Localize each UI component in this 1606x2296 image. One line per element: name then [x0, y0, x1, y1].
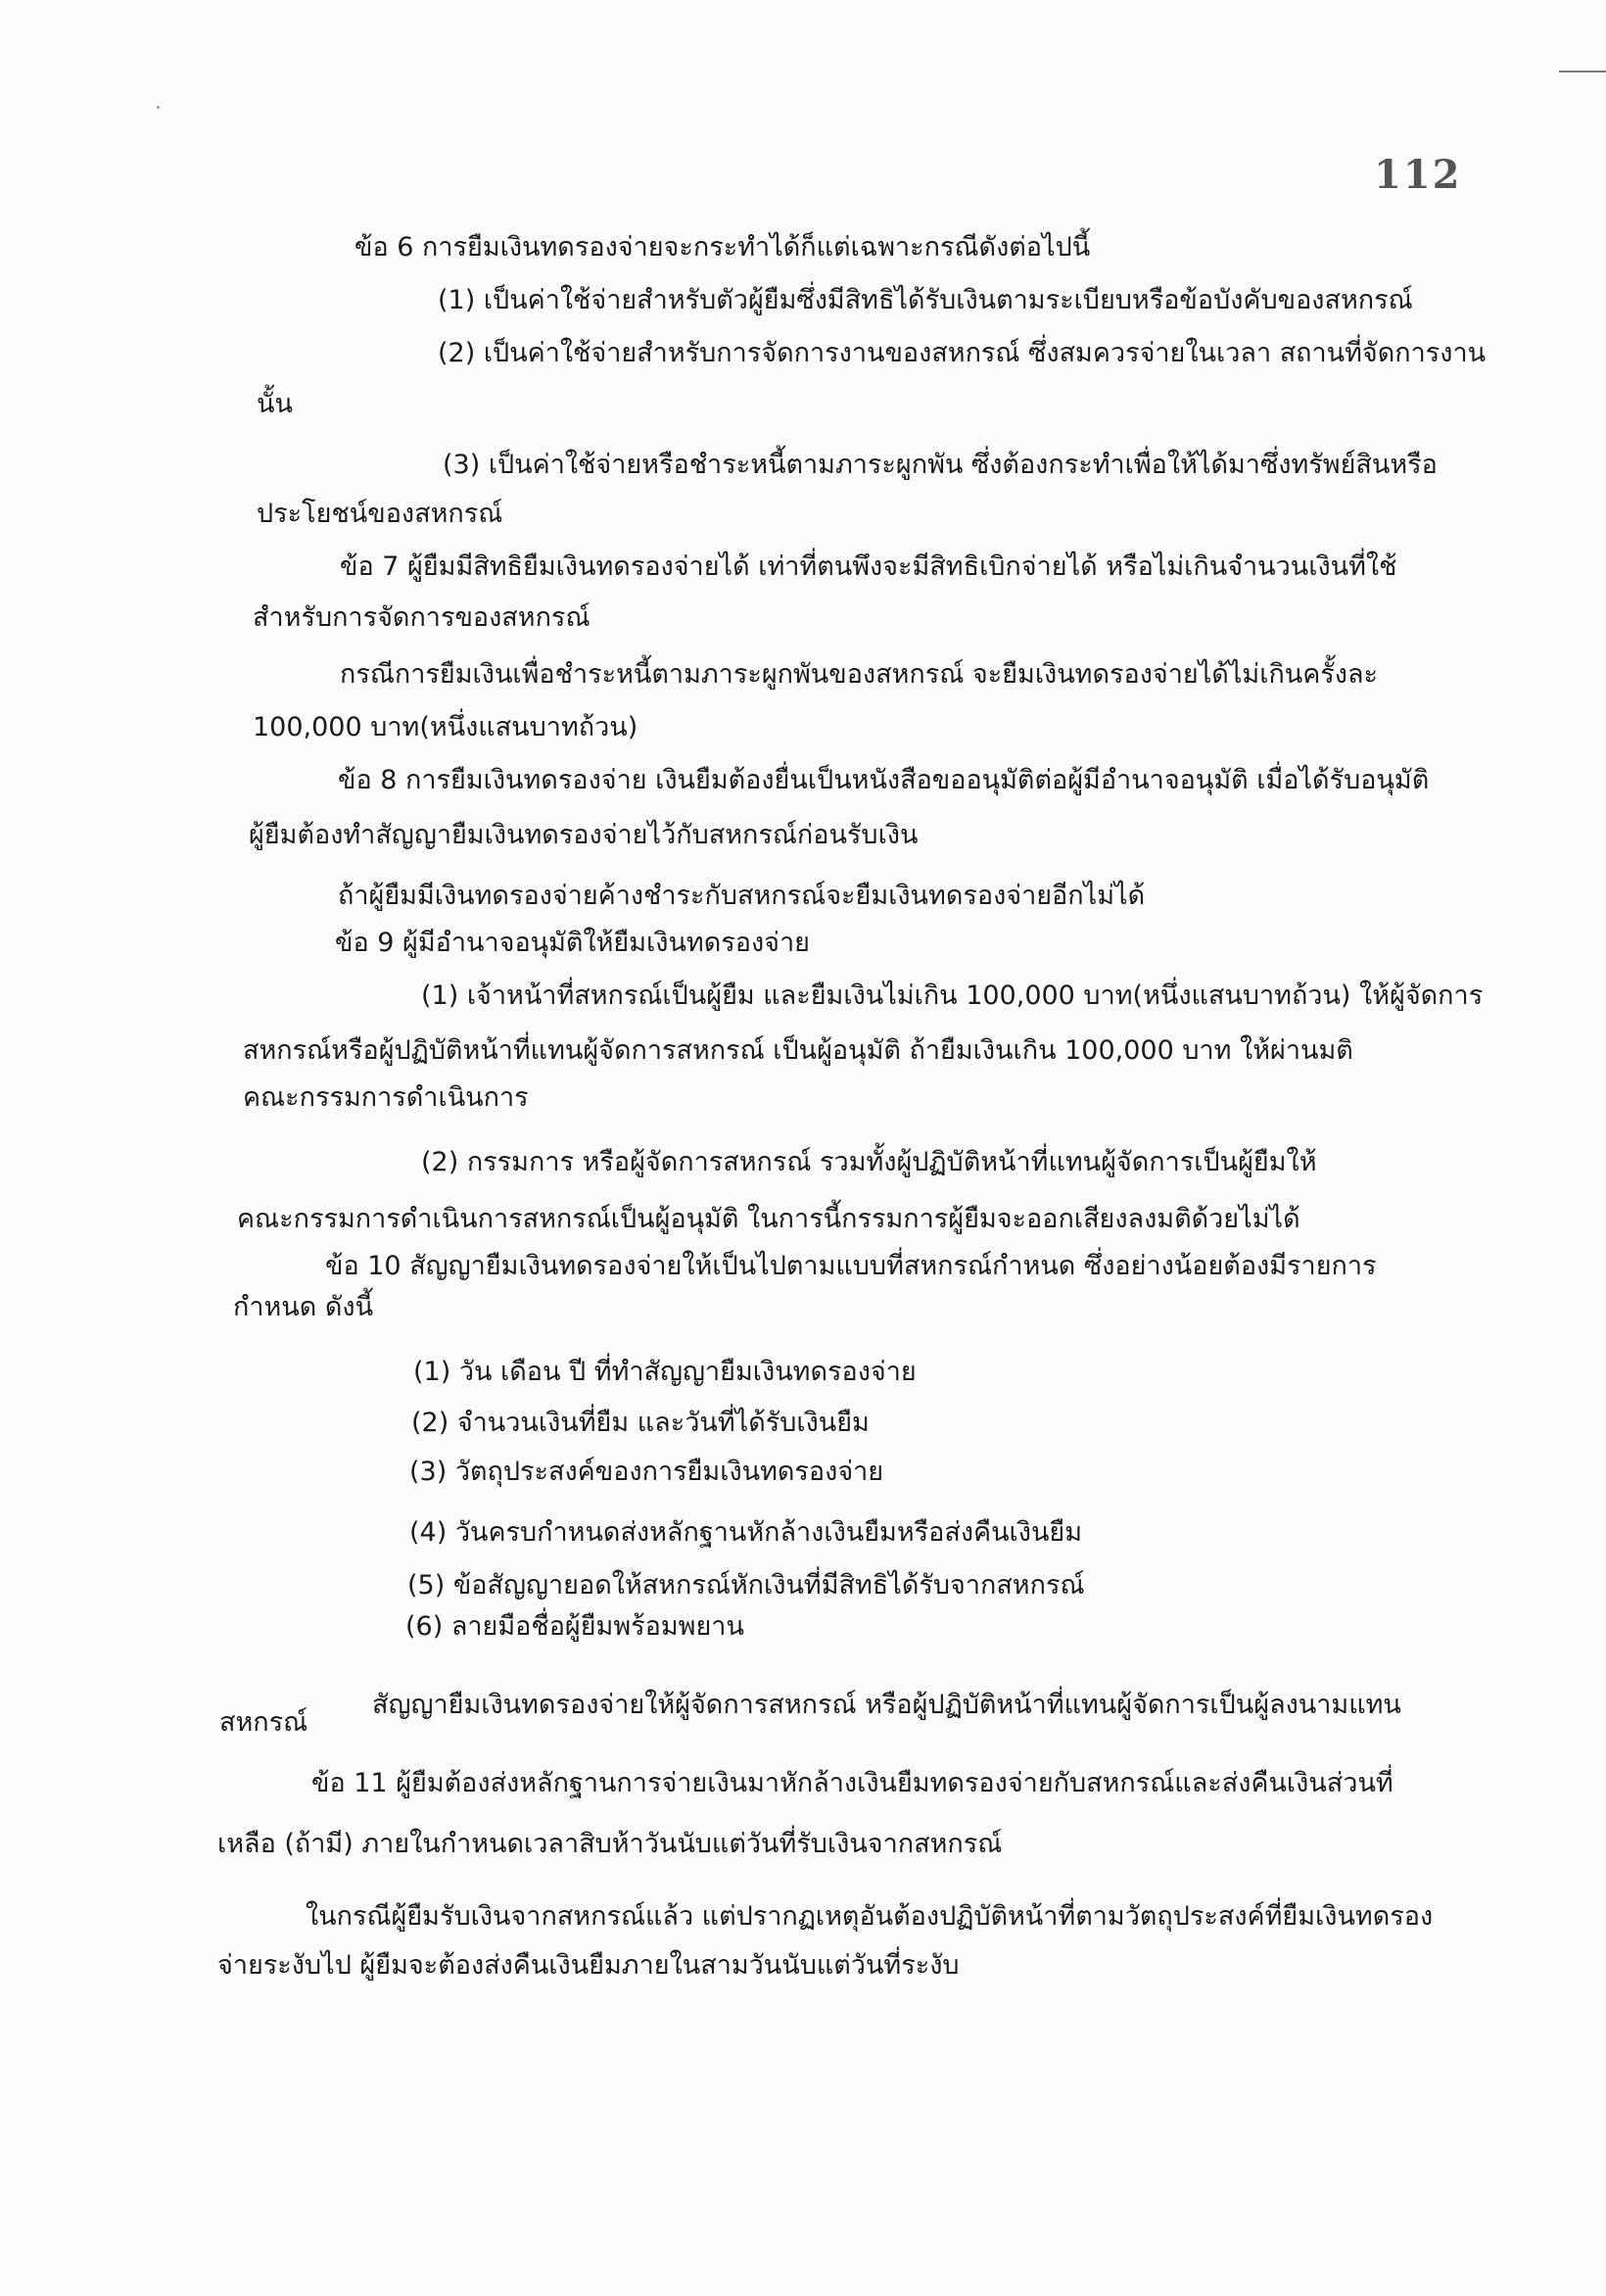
- clause-9-item-1: (1) เจ้าหน้าที่สหกรณ์เป็นผู้ยืม และยืมเงินไม่เกิน 100,000 บาท(หนึ่งแสนบาทถ้วน) ให้ผู้จัดการ: [421, 981, 1484, 1011]
- clause-6-item-1: (1) เป็นค่าใช้จ่ายสำหรับตัวผู้ยืมซึ่งมีสิทธิได้รับเงินตามระเบียบหรือข้อบังคับของสหกรณ์: [438, 285, 1413, 315]
- clause-9-item-1-cont-2: คณะกรรมการดำเนินการ: [243, 1082, 529, 1113]
- clause-10-item-6: (6) ลายมือชื่อผู้ยืมพร้อมพยาน: [405, 1611, 744, 1642]
- clause-8-cont: ผู้ยืมต้องทำสัญญายืมเงินทดรองจ่ายไว้กับสหกรณ์ก่อนรับเงิน: [249, 820, 919, 850]
- clause-11-paragraph-2: ในกรณีผู้ยืมรับเงินจากสหกรณ์แล้ว แต่ปรากฏเหตุอันต้องปฏิบัติหน้าที่ตามวัตถุประสงค์ที่ยืมเงินทดรอง: [306, 1901, 1434, 1932]
- clause-6-item-3: (3) เป็นค่าใช้จ่ายหรือชำระหนี้ตามภาระผูกพัน ซึ่งต้องกระทำเพื่อให้ได้มาซึ่งทรัพย์สินหรือ: [443, 450, 1438, 480]
- clause-7-cont: สำหรับการจัดการของสหกรณ์: [253, 602, 590, 633]
- clause-10-item-4: (4) วันครบกำหนดส่งหลักฐานหักล้างเงินยืมหรือส่งคืนเงินยืม: [409, 1517, 1083, 1548]
- clause-10-item-5: (5) ข้อสัญญายอดให้สหกรณ์หักเงินที่มีสิทธิได้รับจากสหกรณ์: [407, 1570, 1085, 1601]
- clause-6-item-2-cont: นั้น: [257, 389, 293, 419]
- clause-10-cont: กำหนด ดังนี้: [233, 1292, 374, 1322]
- clause-10-heading: ข้อ 10 สัญญายืมเงินทดรองจ่ายให้เป็นไปตามแบบที่สหกรณ์กำหนด ซึ่งอย่างน้อยต้องมีรายการ: [325, 1251, 1377, 1281]
- clause-10-paragraph-2-cont: สหกรณ์: [219, 1707, 308, 1738]
- clause-8-paragraph-2: ถ้าผู้ยืมมีเงินทดรองจ่ายค้างชำระกับสหกรณ์จะยืมเงินทดรองจ่ายอีกไม่ได้: [338, 881, 1146, 911]
- clause-10-item-2: (2) จำนวนเงินที่ยืม และวันที่ได้รับเงินยืม: [411, 1408, 870, 1438]
- clause-11-heading: ข้อ 11 ผู้ยืมต้องส่งหลักฐานการจ่ายเงินมาหักล้างเงินยืมทดรองจ่ายกับสหกรณ์และส่งคืนเงินส่วนที่: [311, 1768, 1393, 1798]
- clause-6-item-2: (2) เป็นค่าใช้จ่ายสำหรับการจัดการงานของสหกรณ์ ซึ่งสมควรจ่ายในเวลา สถานที่จัดการงาน: [438, 338, 1487, 368]
- clause-9-heading: ข้อ 9 ผู้มีอำนาจอนุมัติให้ยืมเงินทดรองจ่าย: [335, 928, 810, 958]
- clause-10-item-1: (1) วัน เดือน ปี ที่ทำสัญญายืมเงินทดรองจ่าย: [413, 1357, 917, 1387]
- clause-8-heading: ข้อ 8 การยืมเงินทดรองจ่าย เงินยืมต้องยื่นเป็นหนังสือขออนุมัติต่อผู้มีอำนาจอนุมัติ เมื่อได้รับอนุมัติ: [338, 765, 1430, 795]
- clause-6-heading: ข้อ 6 การยืมเงินทดรองจ่ายจะกระทำได้ก็แต่เฉพาะกรณีดังต่อไปนี้: [354, 232, 1091, 263]
- clause-7-heading: ข้อ 7 ผู้ยืมมีสิทธิยืมเงินทดรองจ่ายได้ เท่าที่ตนพึงจะมีสิทธิเบิกจ่ายได้ หรือไม่เกินจำนวนเงินที่ใช้: [340, 551, 1397, 582]
- scan-edge-line: [1559, 71, 1606, 72]
- scan-speck: [157, 106, 160, 109]
- clause-7-paragraph-2: กรณีการยืมเงินเพื่อชำระหนี้ตามภาระผูกพันของสหกรณ์ จะยืมเงินทดรองจ่ายได้ไม่เกินครั้งละ: [340, 659, 1379, 690]
- clause-9-item-2-cont: คณะกรรมการดำเนินการสหกรณ์เป็นผู้อนุมัติ ในการนี้กรรมการผู้ยืมจะออกเสียงลงมติด้วยไม่ได้: [237, 1204, 1300, 1234]
- page-number: 112: [1374, 152, 1462, 198]
- clause-9-item-1-cont: สหกรณ์หรือผู้ปฏิบัติหน้าที่แทนผู้จัดการสหกรณ์ เป็นผู้อนุมัติ ถ้ายืมเงินเกิน 100,000 บาท ให้ผ่านมติ: [243, 1035, 1353, 1066]
- clause-11-paragraph-2-cont: จ่ายระงับไป ผู้ยืมจะต้องส่งคืนเงินยืมภายในสามวันนับแต่วันที่ระงับ: [217, 1950, 960, 1981]
- clause-6-item-3-cont: ประโยชน์ของสหกรณ์: [257, 499, 503, 529]
- clause-7-paragraph-2-cont: 100,000 บาท(หนึ่งแสนบาทถ้วน): [253, 712, 638, 742]
- clause-10-paragraph-2: สัญญายืมเงินทดรองจ่ายให้ผู้จัดการสหกรณ์ หรือผู้ปฏิบัติหน้าที่แทนผู้จัดการเป็นผู้ลงนามแทน: [372, 1690, 1401, 1720]
- clause-11-cont: เหลือ (ถ้ามี) ภายในกำหนดเวลาสิบห้าวันนับแต่วันที่รับเงินจากสหกรณ์: [217, 1829, 1003, 1859]
- clause-9-item-2: (2) กรรมการ หรือผู้จัดการสหกรณ์ รวมทั้งผู้ปฏิบัติหน้าที่แทนผู้จัดการเป็นผู้ยืมให้: [421, 1147, 1317, 1177]
- clause-10-item-3: (3) วัตถุประสงค์ของการยืมเงินทดรองจ่าย: [409, 1457, 884, 1487]
